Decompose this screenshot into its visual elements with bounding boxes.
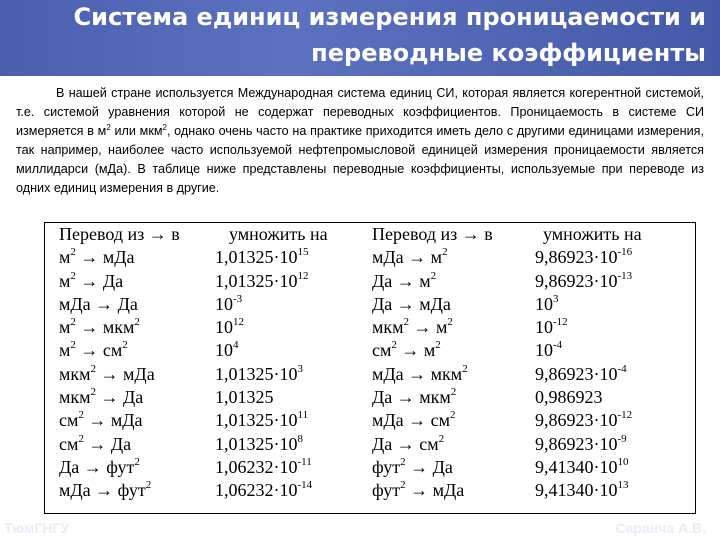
cell-exponent: -13 — [617, 269, 633, 282]
cell-text: фут — [372, 480, 401, 501]
cell-text: 1,01325·10 — [215, 247, 298, 268]
cell-exponent: 2 — [435, 339, 441, 352]
cell-text: мДа → см — [372, 410, 451, 431]
table-cell — [535, 293, 642, 316]
column-header: Перевод из → в — [372, 224, 493, 244]
cell-text: → мДа — [75, 247, 135, 268]
cell-text: 10 — [215, 293, 233, 314]
cell-exponent: 2 — [70, 339, 76, 352]
cell-text: 9,86923·10 — [535, 410, 618, 431]
intro-sup: 2 — [106, 122, 111, 132]
cell-text: → м — [396, 340, 436, 361]
table-cell — [372, 409, 493, 432]
table-cell — [535, 339, 642, 362]
slide-title-line-2: переводные коэффициенты — [311, 39, 706, 67]
cell-text: → мкм — [75, 317, 135, 338]
table-cell — [215, 409, 328, 432]
cell-exponent: 2 — [400, 479, 406, 492]
table-cell — [59, 316, 180, 339]
cell-text: 9,86923·10 — [535, 247, 618, 268]
cell-text: 9,86923·10 — [535, 363, 618, 384]
cell-exponent: 2 — [90, 362, 97, 375]
cell-exponent: -14 — [297, 479, 313, 492]
cell-exponent: -4 — [553, 339, 563, 352]
cell-text: мДа → мкм — [372, 363, 463, 384]
cell-exponent: 2 — [78, 409, 84, 422]
column-header: умножить на — [543, 224, 642, 244]
table-cell — [215, 386, 328, 409]
intro-text: , однако очень часто на практике приходится иметь дело с другими единицами измерения, так например, наиболее часто используемой нефтепромысловой единицей измерения проницаемости является миллидарси (мДа). В таблице ниже представлены переводные коэффициенты, используемые при переводе из одних единиц измерения в другие. — [16, 124, 704, 195]
table-cell — [535, 456, 642, 479]
table-cell — [59, 409, 180, 432]
table-cell — [372, 433, 493, 456]
cell-text: м — [59, 270, 71, 291]
table-cell — [372, 363, 493, 386]
cell-text: м — [59, 247, 71, 268]
table-cell — [215, 246, 328, 269]
cell-exponent: 2 — [70, 269, 76, 282]
cell-text: см — [59, 433, 79, 454]
cell-text: 1,01325·10 — [215, 363, 298, 384]
column-from-to-left — [59, 223, 180, 503]
cell-text: 1,01325 — [215, 387, 274, 408]
cell-text: → Да — [96, 387, 144, 408]
cell-text: 10 — [215, 317, 233, 338]
cell-text: мДа → м — [372, 247, 443, 268]
column-header: Перевод из → в — [59, 224, 180, 244]
table-cell — [535, 316, 642, 339]
table-cell — [59, 479, 180, 502]
table-cell — [372, 293, 493, 316]
cell-exponent: -12 — [617, 409, 633, 422]
cell-text: фут — [372, 456, 401, 477]
table-cell — [372, 246, 493, 269]
cell-exponent: 2 — [145, 479, 152, 492]
cell-exponent: -3 — [233, 292, 243, 305]
table-cell — [372, 339, 493, 362]
cell-exponent: 11 — [297, 409, 309, 422]
cell-text: Да → фут — [59, 456, 135, 477]
cell-text: → Да — [75, 270, 124, 291]
cell-text: 10 — [535, 317, 553, 338]
intro-paragraph — [16, 84, 704, 198]
cell-text: мДа → фут — [59, 480, 146, 501]
cell-exponent: -9 — [617, 432, 627, 445]
cell-text: Да → мДа — [372, 293, 451, 314]
cell-text: мкм — [372, 317, 404, 338]
cell-text: мДа → Да — [59, 293, 138, 314]
cell-text: 10 — [215, 340, 233, 361]
table-cell — [59, 456, 180, 479]
slide-title-line-1: Система единиц измерения проницаемости и — [73, 3, 706, 31]
cell-text: см — [59, 410, 79, 431]
cell-exponent: 3 — [553, 292, 559, 305]
cell-exponent: -12 — [553, 316, 568, 329]
table-cell — [535, 246, 642, 269]
footer-university: ТюмГНГУ — [4, 520, 70, 536]
cell-text: 0,986923 — [535, 387, 603, 408]
table-cell — [372, 386, 493, 409]
table-cell — [59, 339, 180, 362]
cell-exponent: -4 — [617, 362, 627, 375]
table-cell — [215, 270, 328, 293]
table-cell — [215, 316, 328, 339]
cell-exponent: 3 — [297, 362, 303, 375]
table-cell — [59, 433, 180, 456]
cell-exponent: -11 — [297, 455, 312, 468]
table-cell — [535, 270, 642, 293]
cell-text: → Да — [405, 456, 453, 477]
cell-text: 1,06232·10 — [215, 480, 298, 501]
table-cell — [59, 246, 180, 269]
cell-text: 9,41340·10 — [535, 480, 618, 501]
table-cell — [59, 363, 180, 386]
cell-text: → мДа — [96, 363, 155, 384]
cell-exponent: 12 — [233, 316, 244, 329]
cell-exponent: 12 — [297, 269, 309, 282]
cell-exponent: -16 — [617, 246, 633, 259]
cell-text: мкм — [59, 363, 91, 384]
column-from-to-right — [372, 223, 493, 503]
column-multiplier-right — [535, 223, 642, 503]
table-cell — [59, 386, 180, 409]
footer-author: Саранча А.В. — [615, 520, 706, 536]
conversion-table — [44, 222, 696, 514]
table-cell — [215, 339, 328, 362]
cell-exponent: 2 — [391, 339, 397, 352]
cell-exponent: 2 — [403, 316, 410, 329]
table-cell — [372, 479, 493, 502]
cell-exponent: 8 — [297, 432, 303, 445]
cell-exponent: 2 — [122, 339, 128, 352]
column-header: умножить на — [229, 224, 328, 244]
cell-text: 10 — [535, 340, 553, 361]
cell-text: Да → см — [372, 433, 439, 454]
cell-exponent: 2 — [430, 269, 437, 282]
cell-text: 9,41340·10 — [535, 456, 618, 477]
cell-exponent: 4 — [233, 339, 239, 352]
cell-exponent: 2 — [400, 455, 406, 468]
table-cell — [59, 270, 180, 293]
cell-text: Да → м — [372, 270, 431, 291]
title-bar — [0, 0, 720, 76]
table-cell — [535, 386, 642, 409]
intro-text: В нашей стране используется Международная система единиц СИ, которая является когерентной системой, т.е. системой уравнения которой не содержат переводных коэффициентов. Проницаемость в системе СИ измеряется в м — [16, 86, 704, 138]
cell-text: мкм — [59, 387, 91, 408]
cell-exponent: 2 — [70, 246, 76, 259]
cell-exponent: 13 — [617, 479, 629, 492]
cell-text: 9,86923·10 — [535, 270, 618, 291]
table-cell — [535, 363, 642, 386]
cell-exponent: 2 — [438, 432, 445, 445]
intro-text: или мкм — [110, 124, 163, 138]
cell-text: → см — [75, 340, 123, 361]
cell-exponent: 10 — [617, 455, 629, 468]
cell-exponent: 2 — [78, 432, 84, 445]
cell-text: 1,01325·10 — [215, 433, 298, 454]
column-multiplier-left — [215, 223, 328, 503]
table-cell — [215, 456, 328, 479]
intro-sup: 2 — [162, 122, 167, 132]
table-cell — [215, 363, 328, 386]
table-cell — [215, 293, 328, 316]
cell-exponent: 2 — [134, 316, 140, 329]
cell-text: → мДа — [83, 410, 143, 431]
cell-exponent: 2 — [134, 455, 140, 468]
table-cell — [215, 433, 328, 456]
table-cell — [372, 316, 493, 339]
table-cell — [215, 479, 328, 502]
cell-text: см — [372, 340, 392, 361]
cell-text: 1,01325·10 — [215, 270, 298, 291]
cell-text: 1,06232·10 — [215, 456, 298, 477]
cell-text: м — [59, 317, 71, 338]
cell-exponent: 2 — [70, 316, 76, 329]
table-cell — [372, 270, 493, 293]
table-cell — [372, 456, 493, 479]
cell-text: Да → мкм — [372, 387, 451, 408]
cell-text: м — [59, 340, 71, 361]
cell-exponent: 2 — [462, 362, 468, 375]
cell-text: → Да — [83, 433, 132, 454]
cell-exponent: 2 — [442, 246, 448, 259]
table-cell — [535, 433, 642, 456]
table-cell — [59, 293, 180, 316]
cell-exponent: 2 — [447, 316, 453, 329]
cell-text: → мДа — [405, 480, 465, 501]
table-cell — [535, 409, 642, 432]
cell-text: 1,01325·10 — [215, 410, 298, 431]
cell-exponent: 15 — [297, 246, 309, 259]
cell-exponent: 2 — [90, 386, 97, 399]
cell-exponent: 2 — [450, 409, 456, 422]
cell-text: 9,86923·10 — [535, 433, 618, 454]
cell-exponent: 2 — [450, 386, 457, 399]
table-cell — [535, 479, 642, 502]
cell-text: 10 — [535, 293, 553, 314]
cell-text: → м — [409, 317, 448, 338]
